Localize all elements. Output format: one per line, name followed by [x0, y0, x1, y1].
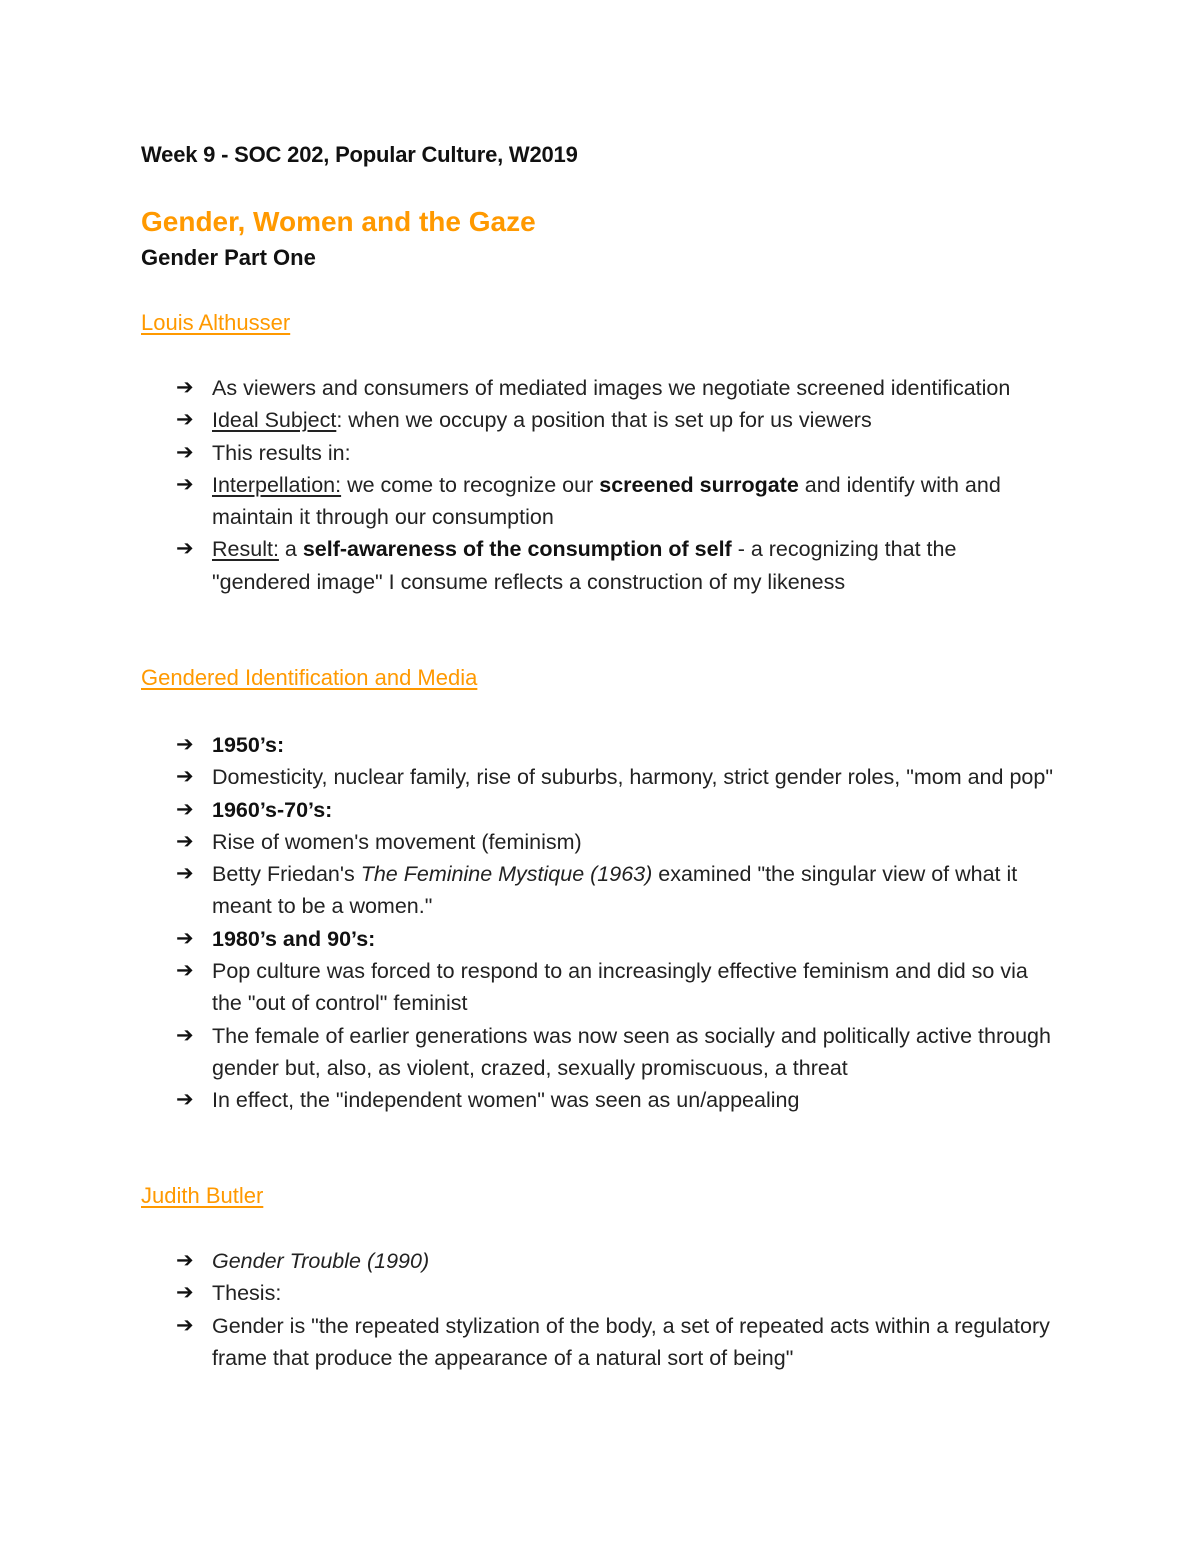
right-arrow-icon: ➔ — [176, 537, 194, 561]
right-arrow-icon: ➔ — [176, 829, 194, 853]
page-title: Gender, Women and the Gaze — [141, 206, 536, 237]
right-arrow-icon: ➔ — [176, 376, 194, 399]
section-heading-althusser[interactable]: Louis Althusser — [141, 310, 291, 335]
right-arrow-icon: ➔ — [176, 472, 194, 496]
media-list — [176, 729, 1056, 1117]
list-item: ➔ Thesis: — [176, 1277, 1056, 1309]
list-item: ➔ Ideal Subject: when we occupy a position that is set up for us viewers — [176, 404, 1056, 436]
list-item: ➔ Domesticity, nuclear family, rise of suburbs, harmony, strict gender roles, "mom and pop" — [176, 761, 1056, 793]
course-title: Week 9 - SOC 202, Popular Culture, W2019 — [141, 142, 578, 167]
section-heading-butler[interactable]: Judith Butler — [141, 1183, 264, 1208]
list-item: ➔ The female of earlier generations was now seen as socially and politically active through gender but, also, as violent, crazed, sexually promiscuous, a threat — [176, 1020, 1056, 1085]
right-arrow-icon: ➔ — [176, 1249, 194, 1272]
list-item: ➔ In effect, the "independent women" was seen as un/appealing — [176, 1084, 1056, 1116]
right-arrow-icon: ➔ — [176, 1088, 194, 1112]
right-arrow-icon: ➔ — [176, 959, 194, 983]
list-item: ➔ This results in: — [176, 437, 1056, 469]
right-arrow-icon: ➔ — [176, 1023, 194, 1047]
section-heading-media[interactable]: Gendered Identification and Media — [141, 665, 478, 690]
butler-list — [176, 1245, 1056, 1374]
right-arrow-icon: ➔ — [176, 862, 194, 886]
right-arrow-icon: ➔ — [176, 926, 194, 950]
right-arrow-icon: ➔ — [176, 765, 194, 789]
right-arrow-icon: ➔ — [176, 797, 194, 821]
list-item: ➔ Rise of women's movement (feminism) — [176, 826, 1056, 858]
right-arrow-icon: ➔ — [176, 1281, 194, 1305]
page-subtitle: Gender Part One — [141, 245, 316, 270]
list-item: ➔ 1950’s: — [176, 729, 1056, 761]
list-item: ➔ As viewers and consumers of mediated images we negotiate screened identification — [176, 372, 1056, 404]
list-item: ➔ 1960’s-70’s: — [176, 794, 1056, 826]
list-item: ➔ Interpellation: we come to recognize our screened surrogate and identify with and maintain it through our consumption — [176, 469, 1056, 534]
right-arrow-icon: ➔ — [176, 733, 194, 756]
list-item: ➔ Gender is "the repeated stylization of the body, a set of repeated acts within a regulatory frame that produce the appearance of a natural sort of being" — [176, 1310, 1056, 1375]
list-item: ➔ Pop culture was forced to respond to an increasingly effective feminism and did so via the "out of control" feminist — [176, 955, 1056, 1020]
list-item: ➔ Result: a self-awareness of the consumption of self - a recognizing that the "gendered image" I consume reflects a construction of my likeness — [176, 533, 1056, 598]
right-arrow-icon: ➔ — [176, 1313, 194, 1337]
list-item: ➔ 1980’s and 90’s: — [176, 923, 1056, 955]
right-arrow-icon: ➔ — [176, 440, 194, 464]
right-arrow-icon: ➔ — [176, 408, 194, 432]
althusser-list — [176, 372, 1056, 598]
list-item: ➔ Gender Trouble (1990) — [176, 1245, 1056, 1277]
list-item: ➔ Betty Friedan's The Feminine Mystique (1963) examined "the singular view of what it meant to be a women." — [176, 858, 1056, 923]
